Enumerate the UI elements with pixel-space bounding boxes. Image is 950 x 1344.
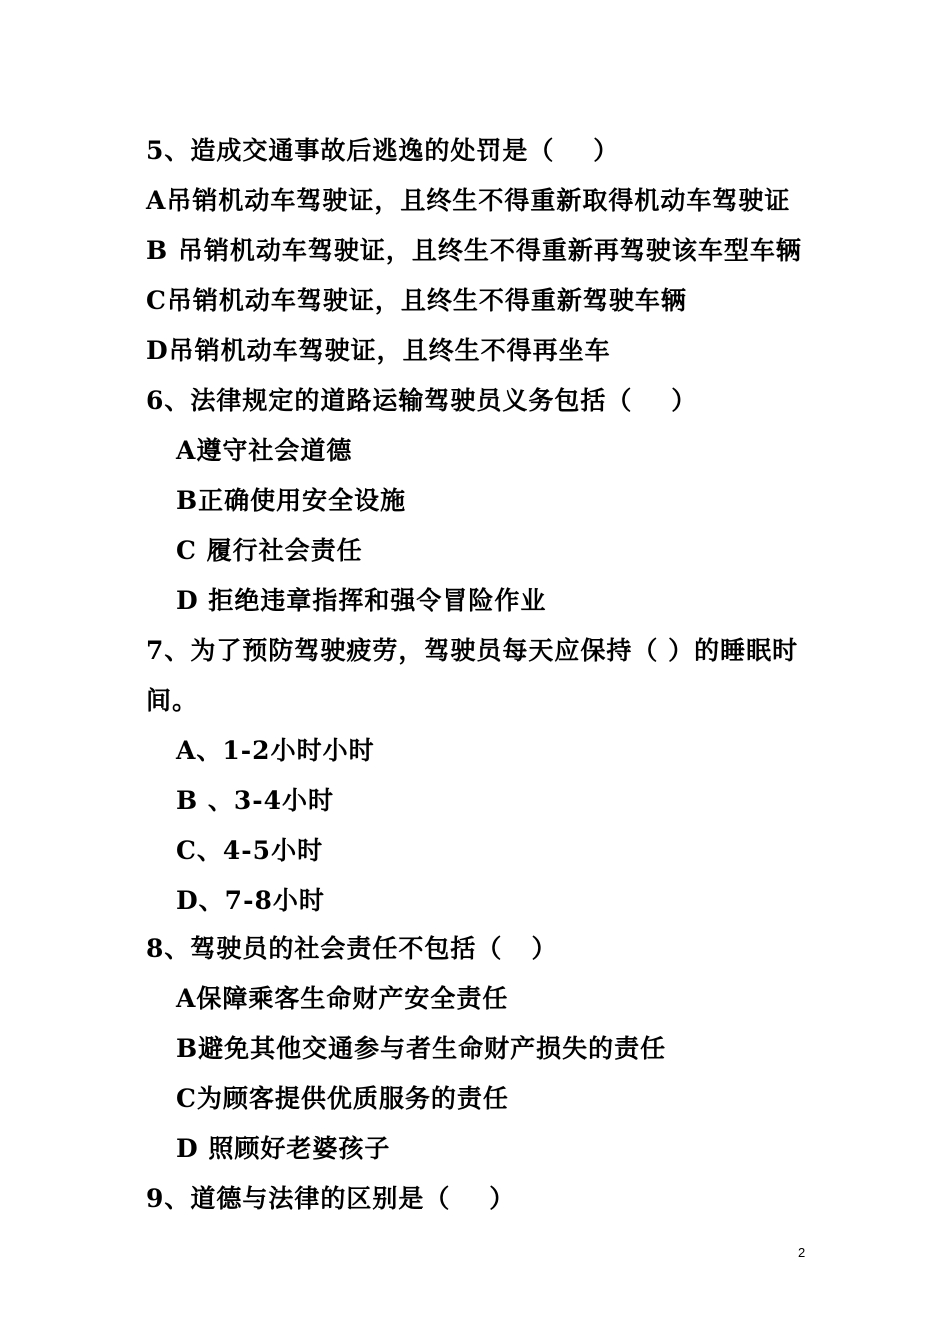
question-5-option-a: A吊销机动车驾驶证，且终生不得重新取得机动车驾驶证 — [146, 186, 791, 215]
question-5-option-c: C吊销机动车驾驶证，且终生不得重新驾驶车辆 — [146, 286, 687, 315]
question-8-option-c: C为顾客提供优质服务的责任 — [176, 1084, 509, 1113]
question-9-stem: 9、道德与法律的区别是（ ） — [146, 1184, 516, 1213]
question-6-option-c: C 履行社会责任 — [176, 536, 363, 565]
page-number: 2 — [798, 1245, 806, 1260]
question-7-option-c: C、4-5小时 — [176, 836, 324, 865]
question-7-option-b: B 、3-4小时 — [176, 786, 335, 815]
question-8-stem: 8、驾驶员的社会责任不包括（ ） — [146, 934, 558, 963]
question-7-option-a: A、1-2小时小时 — [176, 736, 375, 765]
question-5-stem: 5、造成交通事故后逃逸的处罚是（ ） — [146, 136, 620, 165]
question-7-stem-continued: 间。 — [146, 686, 199, 715]
question-8-option-d: D 照顾好老婆孩子 — [176, 1134, 391, 1163]
question-7-stem: 7、为了预防驾驶疲劳，驾驶员每天应保持（ ）的睡眠时 — [146, 636, 799, 665]
question-6-option-b: B正确使用安全设施 — [176, 486, 407, 515]
question-8-option-b: B避免其他交通参与者生命财产损失的责任 — [176, 1034, 667, 1063]
question-7-option-d: D、7-8小时 — [176, 886, 325, 915]
question-6-option-d: D 拒绝违章指挥和强令冒险作业 — [176, 586, 547, 615]
question-5-option-d: D吊销机动车驾驶证，且终生不得再坐车 — [146, 336, 611, 365]
question-5-option-b: B 吊销机动车驾驶证，且终生不得重新再驾驶该车型车辆 — [146, 236, 802, 265]
question-8-option-a: A保障乘客生命财产安全责任 — [176, 984, 509, 1013]
question-6-stem: 6、法律规定的道路运输驾驶员义务包括（ ） — [146, 386, 698, 415]
question-6-option-a: A遵守社会道德 — [176, 436, 353, 465]
